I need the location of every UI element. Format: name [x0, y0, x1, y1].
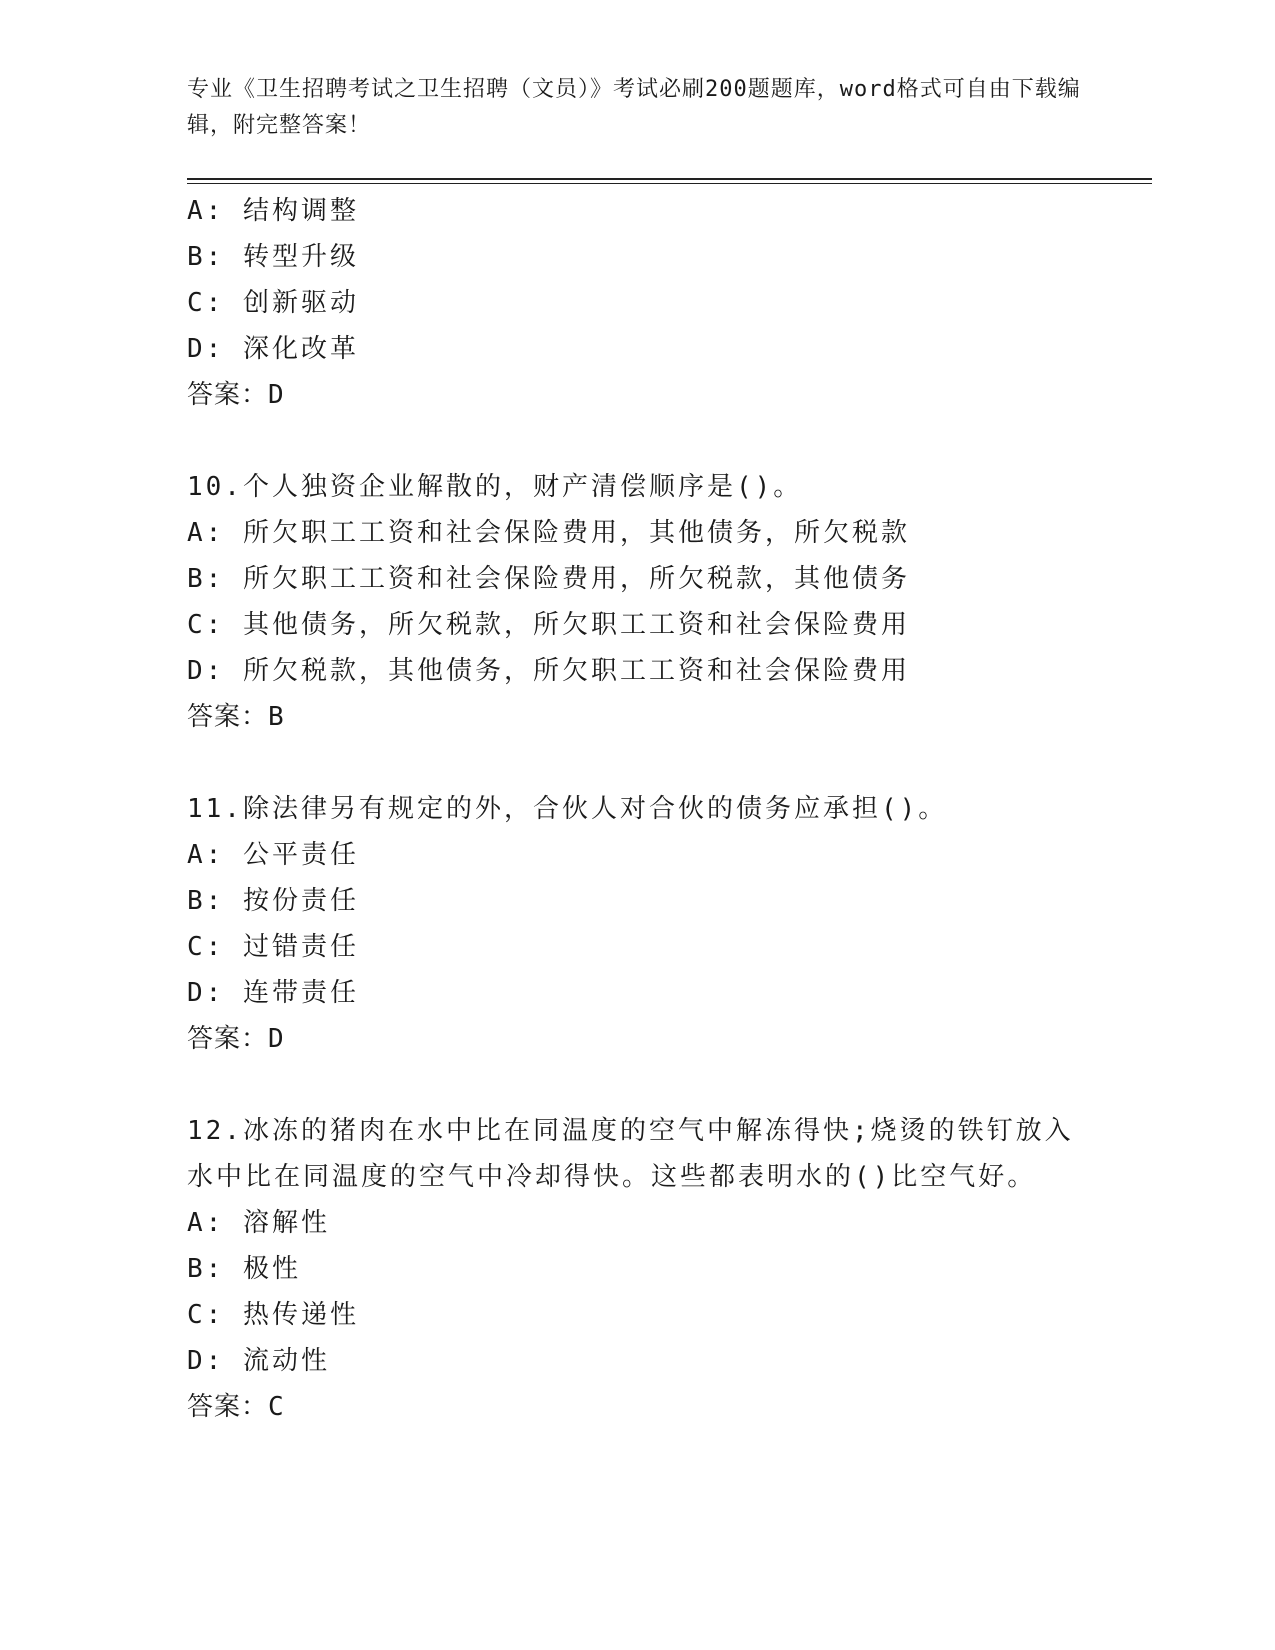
header-rule-thick [187, 178, 1152, 180]
question-stem: 11.除法律另有规定的外，合伙人对合伙的债务应承担()。 [187, 794, 948, 824]
option-b: B: 转型升级 [187, 242, 359, 272]
option-c: C: 创新驱动 [187, 288, 359, 318]
option-a: A: 公平责任 [187, 840, 359, 870]
answer-line: 答案：D [187, 380, 285, 410]
question-stem: 10.个人独资企业解散的，财产清偿顺序是()。 [187, 472, 803, 502]
option-d: D: 深化改革 [187, 334, 359, 364]
option-a: A: 所欠职工工资和社会保险费用，其他债务，所欠税款 [187, 518, 910, 548]
answer-line: 答案：B [187, 702, 285, 732]
option-b: B: 所欠职工工资和社会保险费用，所欠税款，其他债务 [187, 564, 910, 594]
header-rule-thin [187, 183, 1152, 184]
option-a: A: 溶解性 [187, 1208, 330, 1238]
option-c: C: 过错责任 [187, 932, 359, 962]
question-stem-line-2: 水中比在同温度的空气中冷却得快。这些都表明水的()比空气好。 [187, 1162, 1037, 1192]
option-c: C: 热传递性 [187, 1300, 359, 1330]
answer-line: 答案：D [187, 1024, 285, 1054]
option-c: C: 其他债务，所欠税款，所欠职工工资和社会保险费用 [187, 610, 910, 640]
option-b: B: 按份责任 [187, 886, 359, 916]
answer-line: 答案：C [187, 1392, 285, 1422]
question-block-9 [187, 188, 1087, 418]
option-d: D: 连带责任 [187, 978, 359, 1008]
option-b: B: 极性 [187, 1254, 301, 1284]
option-d: D: 所欠税款，其他债务，所欠职工工资和社会保险费用 [187, 656, 910, 686]
option-d: D: 流动性 [187, 1346, 330, 1376]
question-stem-line-1: 12.冰冻的猪肉在水中比在同温度的空气中解冻得快;烧烫的铁钉放入 [187, 1116, 1074, 1146]
option-a: A: 结构调整 [187, 196, 359, 226]
page-header: 专业《卫生招聘考试之卫生招聘（文员）》考试必刷200题题库，word格式可自由下载编辑，附完整答案！ [187, 77, 1081, 138]
question-block-11 [187, 786, 1087, 1062]
question-block-12 [187, 1108, 1087, 1430]
question-list [187, 188, 1087, 1430]
question-block-10 [187, 464, 1087, 740]
